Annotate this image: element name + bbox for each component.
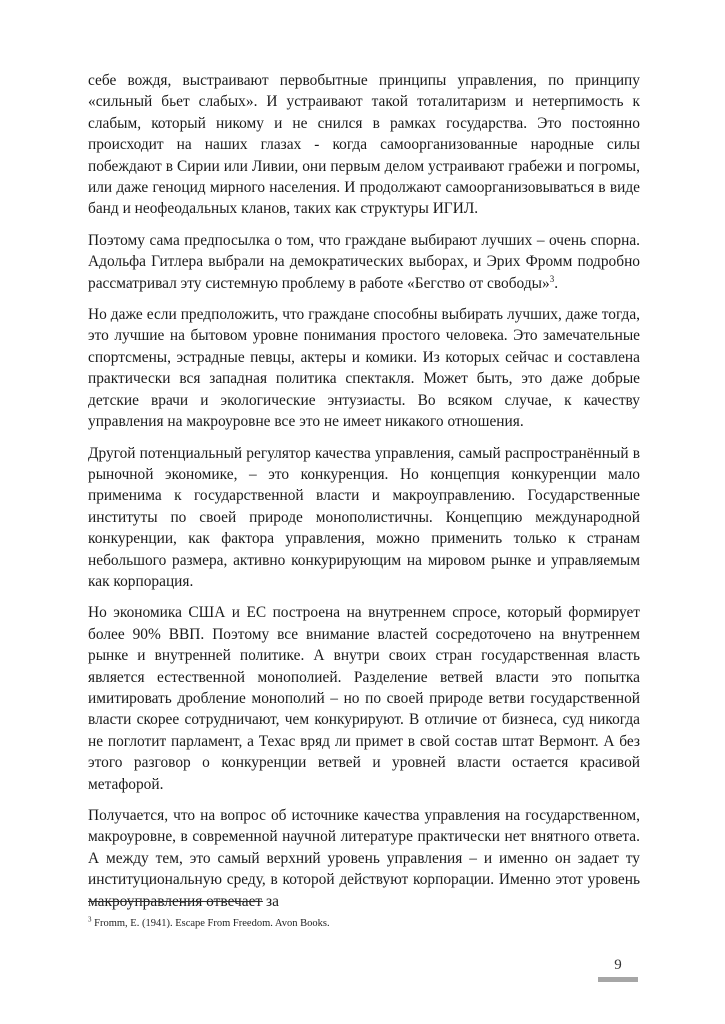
paragraph-3-text: Но даже если предположить, что граждане способны выбирать лучших, даже тогда, это лучшие на бытовом уровне понимания простого человека. Это замечательные спортсмены, эстрадные певцы, актеры и комики. Из которых сейчас и составлена практически вся западная политика спектакля. Может быть, это даже добрые детские врачи и экологические энтузиасты. Во всяком случае, к качеству управления на макроуровне все это не имеет никакого отношения. (88, 306, 640, 431)
footnote-marker: 3 (88, 915, 92, 924)
paragraph-4-text: Другой потенциальный регулятор качества управления, самый распространённый в рыночной экономике, – это конкуренция. Но концепция конкуренции мало применима к государственной власти и макроуправлению. Государственные институты по своей природе монополистичны. Концепцию международной конкуренции, как фактора управления, можно применить только к странам небольшого размера, активно конкурирующим на мировом рынке и управляемым как корпорация. (88, 444, 640, 590)
paragraph-1-text: себе вождя, выстраивают первобытные принципы управления, по принципу «сильный бьет слабых». И устраивают такой тоталитаризм и нетерпимость к слабым, который никому и не снился в рамках государства. Это постоянно происходит на наших глазах - когда самоорганизованные народные силы побеждают в Сирии или Ливии, они первым делом устраивают грабежи и погромы, или даже геноцид мирного населения. И продолжают самоорганизовываться в виде банд и неофеодальных кланов, таких как структуры ИГИЛ. (88, 72, 640, 218)
footnote-reference[interactable]: 3 (549, 273, 555, 284)
paragraph-5 (88, 602, 640, 795)
footnote-text: Fromm, E. (1941). Escape From Freedom. Avon Books. (91, 918, 330, 929)
paragraph-2-text: Поэтому сама предпосылка о том, что граждане выбирают лучших – очень спорна. Адольфа Гитлера выбрали на демократических выборах, и Эрих Фромм подробно рассматривал эту системную проблему в работе «Бегство от свободы» (88, 231, 640, 292)
paragraph-6-text: Получается, что на вопрос об источнике качества управления на государственном, макроуровне, в современной научной литературе практически нет внятного ответа. А между тем, это самый верхний уровень управления – и именно он задает ту институциональную среду, в которой действуют корпорации. Именно этот уровень макроуправления отвечает за (88, 807, 640, 910)
paragraph-6 (88, 805, 640, 912)
page-number: 9 (614, 957, 622, 973)
paragraph-2-end: . (554, 274, 559, 292)
paragraph-3 (88, 304, 640, 432)
paragraph-1 (88, 70, 640, 220)
paragraph-4 (88, 443, 640, 593)
paragraph-2 (88, 230, 640, 294)
page-number-bar (598, 977, 638, 982)
body-text (88, 70, 640, 922)
paragraph-5-text: Но экономика США и ЕС построена на внутреннем спросе, который формирует более 90% ВВП. Поэтому все внимание властей сосредоточено на внутреннем рынке и внутренней политике. А внутри своих стран государственная власть является естественной монополией. Разделение ветвей власти это попытка имитировать дробление монополий – но по своей природе ветви государственной власти скорее сотрудничают, чем конкурируют. В отличие от бизнеса, суд никогда не поглотит парламент, а Техас вряд ли примет в свой состав штат Вермонт. А без этого разговор о конкуренции ветвей и уровней власти остается красивой метафорой. (88, 604, 640, 793)
footnote-divider (88, 901, 263, 902)
footnote (88, 917, 640, 931)
